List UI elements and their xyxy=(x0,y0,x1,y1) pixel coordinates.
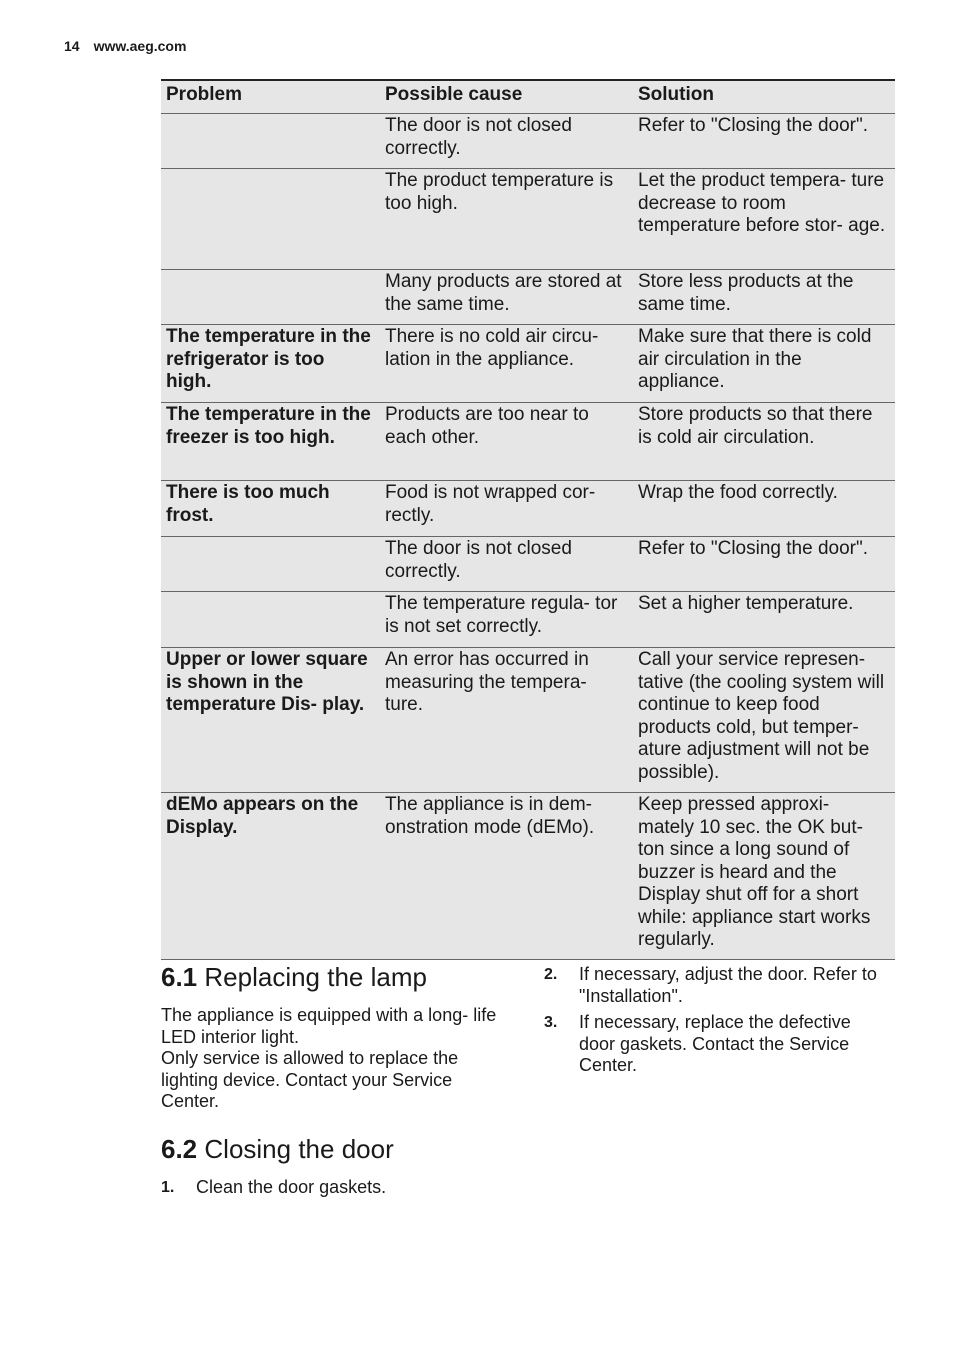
step-number: 1. xyxy=(161,1179,175,1196)
table-header-row xyxy=(161,80,895,114)
table-row xyxy=(161,481,895,537)
problem-cell xyxy=(161,169,380,270)
cause-cell: Products are too near to each other. xyxy=(380,403,633,481)
problem-cell: There is too much frost. xyxy=(161,481,380,537)
solution-cell: Wrap the food correctly. xyxy=(633,481,895,537)
site-url: www.aeg.com xyxy=(93,38,187,54)
table-row xyxy=(161,169,895,270)
section-heading-closing-door xyxy=(161,1134,394,1165)
table-row xyxy=(161,592,895,648)
problem-cell xyxy=(161,592,380,648)
step-number: 3. xyxy=(544,1014,558,1031)
cause-cell: The temperature regula- tor is not set correctly. xyxy=(380,592,633,648)
solution-cell: Keep pressed approxi- mately 10 sec. the OK but- ton since a long sound of buzzer is heard and the Display shut off for a short while: appliance start works regularly. xyxy=(633,793,895,960)
section-number: 6.2 xyxy=(161,1134,198,1164)
solution-cell: Store products so that there is cold air circulation. xyxy=(633,403,895,481)
header-solution: Solution xyxy=(633,80,895,114)
step-text: If necessary, adjust the door. Refer to "Installation". xyxy=(579,964,877,1006)
page-number: 14 xyxy=(64,38,80,54)
table-row xyxy=(161,648,895,793)
step-text: Clean the door gaskets. xyxy=(196,1177,387,1197)
solution-cell: Refer to "Closing the door". xyxy=(633,537,895,592)
cause-cell: Many products are stored at the same time. xyxy=(380,270,633,325)
problem-cell: The temperature in the freezer is too high. xyxy=(161,403,380,481)
solution-cell: Store less products at the same time. xyxy=(633,270,895,325)
table-row xyxy=(161,114,895,169)
lamp-paragraph-2: Only service is allowed to replace the lighting device. Contact your Service Center. xyxy=(161,1048,459,1111)
cause-cell: The product temperature is too high. xyxy=(380,169,633,270)
solution-cell: Refer to "Closing the door". xyxy=(633,114,895,169)
section-title: Closing the door xyxy=(204,1134,394,1164)
cause-cell: The appliance is in dem- onstration mode (dEMo). xyxy=(380,793,633,960)
cause-cell: The door is not closed correctly. xyxy=(380,537,633,592)
cause-cell: An error has occurred in measuring the tempera- ture. xyxy=(380,648,633,793)
problem-cell: Upper or lower square is shown in the temperature Dis- play. xyxy=(161,648,380,793)
page-header xyxy=(64,38,186,54)
step-number: 2. xyxy=(544,966,558,983)
cause-cell: The door is not closed correctly. xyxy=(380,114,633,169)
table-row xyxy=(161,403,895,481)
problem-cell: The temperature in the refrigerator is too high. xyxy=(161,325,380,403)
problem-cell: dEMo appears on the Display. xyxy=(161,793,380,960)
table-row xyxy=(161,270,895,325)
solution-cell: Let the product tempera- ture decrease to room temperature before stor- age. xyxy=(633,169,895,270)
section-number: 6.1 xyxy=(161,962,198,992)
table-row xyxy=(161,325,895,403)
problem-cell xyxy=(161,537,380,592)
solution-cell: Make sure that there is cold air circulation in the appliance. xyxy=(633,325,895,403)
section-title: Replacing the lamp xyxy=(204,962,427,992)
cause-cell: Food is not wrapped cor- rectly. xyxy=(380,481,633,537)
solution-cell: Set a higher temperature. xyxy=(633,592,895,648)
lamp-paragraph-1: The appliance is equipped with a long- life LED interior light. xyxy=(161,1005,497,1047)
troubleshooting-table xyxy=(161,79,895,960)
section-heading-replacing-lamp xyxy=(161,962,427,993)
problem-cell xyxy=(161,270,380,325)
cause-cell: There is no cold air circu- lation in the appliance. xyxy=(380,325,633,403)
header-problem: Problem xyxy=(161,80,380,114)
solution-cell: Call your service represen- tative (the cooling system will continue to keep food products cold, but temper- ature adjustment will not be possible). xyxy=(633,648,895,793)
table-row xyxy=(161,793,895,960)
table-row xyxy=(161,537,895,592)
problem-cell xyxy=(161,114,380,169)
header-possible-cause: Possible cause xyxy=(380,80,633,114)
step-text: If necessary, replace the defective door gaskets. Contact the Service Center. xyxy=(579,1012,851,1075)
